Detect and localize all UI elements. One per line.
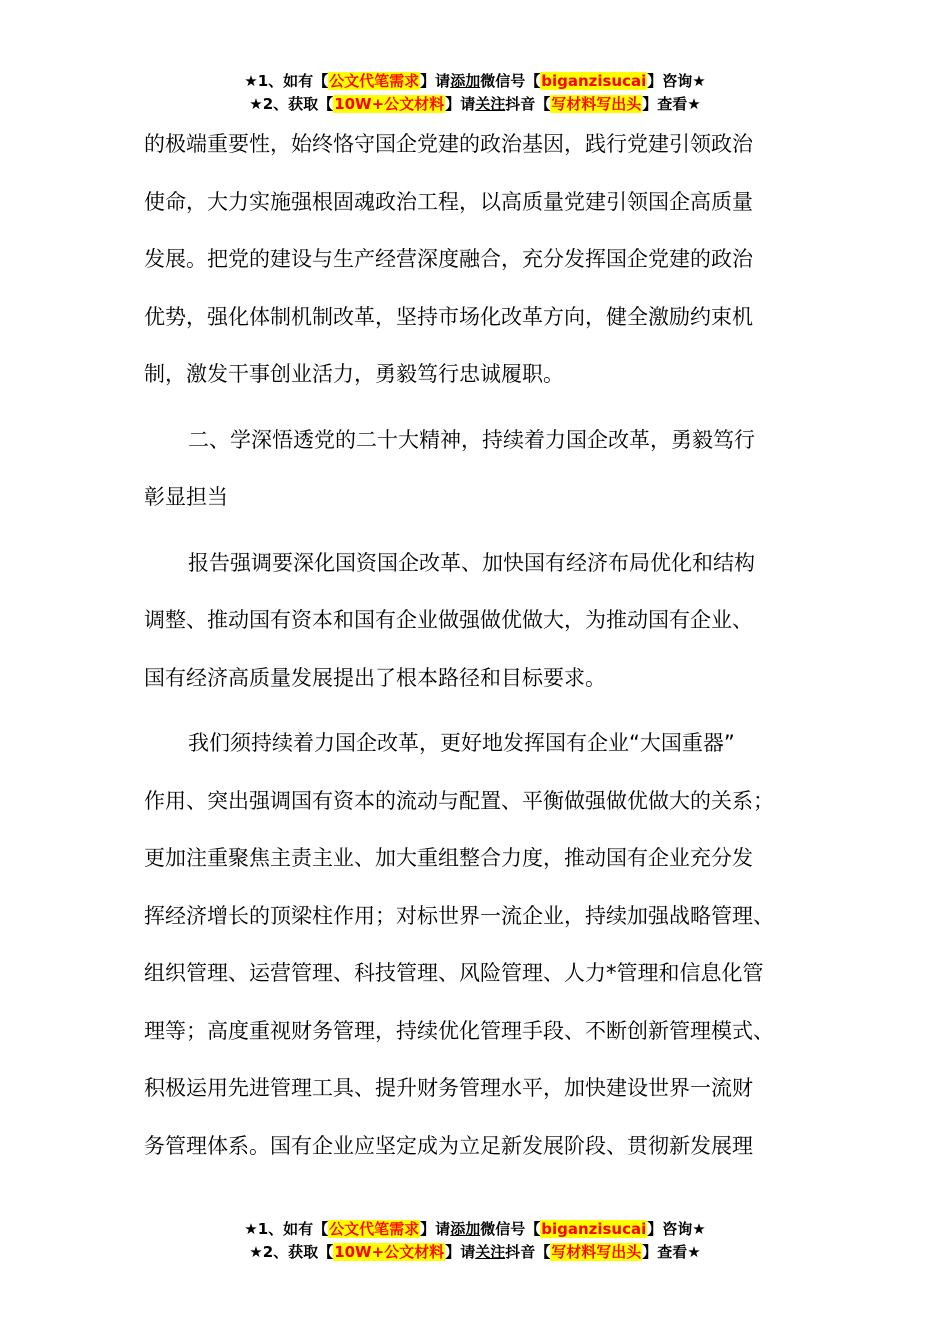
paragraph-2	[144, 535, 834, 708]
document-body	[144, 116, 834, 1175]
text-line: 我们须持续着力国企改革，更好地发挥国有企业“大国重器”	[188, 731, 735, 755]
text-line: 挥经济增长的顶梁柱作用；对标世界一流企业，持续加强战略管理、	[144, 903, 774, 928]
text-line: 更加注重聚焦主责主业、加大重组整合力度，推动国有企业充分发	[144, 846, 753, 870]
highlight-service: 公文代笔需求	[329, 1220, 420, 1238]
text-line: 的极端重要性，始终恪守国企党建的政治基因，践行党建引领政治	[144, 132, 753, 156]
text-line: 作用、突出强调国有资本的流动与配置、平衡做强做优做大的关系；	[144, 788, 774, 813]
highlight-materials: 10W+公文材料	[334, 95, 445, 113]
bottom-banner	[0, 1218, 950, 1264]
text-line: 制，激发干事创业活力，勇毅笃行忠诚履职。	[144, 362, 564, 386]
highlight-douyin: 写材料写出头	[551, 1243, 642, 1261]
star-icon: ★	[244, 1220, 258, 1238]
top-banner	[0, 70, 950, 116]
paragraph-1	[144, 116, 834, 404]
text-line: 积极运用先进管理工具、提升财务管理水平，加快建设世界一流财	[144, 1076, 753, 1100]
text-line: 组织管理、运营管理、科技管理、风险管理、人力*管理和信息化管	[144, 961, 764, 985]
star-icon: ★	[244, 72, 258, 90]
text-line: 二、学深悟透党的二十大精神，持续着力国企改革，勇毅笃行	[188, 427, 755, 452]
paragraph-3	[144, 715, 834, 1175]
text-line: 调整、推动国有资本和国有企业做强做优做大，为推动国有企业、	[144, 608, 753, 632]
star-icon: ★	[249, 1243, 263, 1261]
text-line: 报告强调要深化国资国企改革、加快国有经济布局优化和结构	[188, 550, 755, 575]
text-line: 彰显担当	[144, 485, 228, 509]
highlight-wechat-id: biganzisucai	[541, 72, 647, 90]
highlight-douyin: 写材料写出头	[551, 95, 642, 113]
text-line: 使命，大力实施强根固魂政治工程，以高质量党建引领国企高质量	[144, 189, 753, 214]
text-line: 发展。把党的建设与生产经营深度融合，充分发挥国企党建的政治	[144, 247, 753, 271]
text-line: 国有经济高质量发展提出了根本路径和目标要求。	[144, 665, 606, 690]
text-line: 优势，强化体制机制改革，坚持市场化改革方向，健全激励约束机	[144, 304, 753, 329]
text-line: 理等；高度重视财务管理，持续优化管理手段、不断创新管理模式、	[144, 1018, 774, 1043]
star-icon: ★	[249, 95, 263, 113]
banner-line-2: ★2、获取【10W+公文材料】请关注抖音【写材料写出头】查看★	[249, 95, 701, 113]
section-heading-2	[144, 412, 834, 527]
text-line: 务管理体系。国有企业应坚定成为立足新发展阶段、贯彻新发展理	[144, 1133, 753, 1158]
banner-line-1: ★1、如有【公文代笔需求】请添加微信号【biganzisucai】咨询★	[244, 72, 706, 90]
banner-line-1: ★1、如有【公文代笔需求】请添加微信号【biganzisucai】咨询★	[244, 1220, 706, 1238]
highlight-wechat-id: biganzisucai	[541, 1220, 647, 1238]
highlight-materials: 10W+公文材料	[334, 1243, 445, 1261]
highlight-service: 公文代笔需求	[329, 72, 420, 90]
banner-line-2: ★2、获取【10W+公文材料】请关注抖音【写材料写出头】查看★	[249, 1243, 701, 1261]
